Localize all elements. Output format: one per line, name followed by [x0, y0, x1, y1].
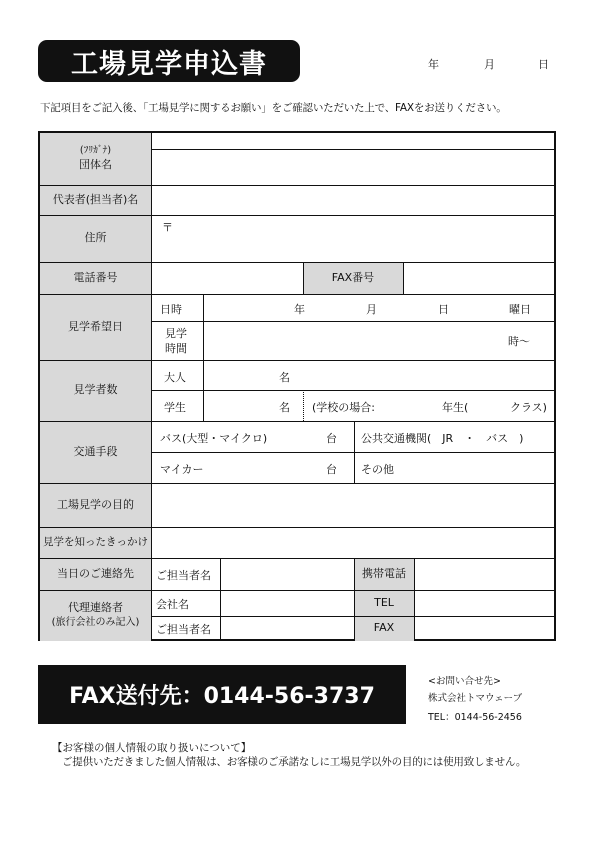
visitors-label: 見学者数 [40, 360, 151, 421]
fax-label: FAX番号 [303, 262, 403, 294]
bus-unit: 台 [326, 432, 337, 445]
date-month-label: 月 [484, 58, 495, 71]
date-year-label: 年 [428, 58, 439, 71]
agent-label [40, 590, 151, 641]
intro-text: 下記項目をご記入後、「工場見学に関するお願い」をご確認いただいた上で、FAXをお送りください。 [40, 102, 507, 114]
inquiry-company: 株式会社トマウェーブ [428, 693, 523, 704]
agent-fax-input[interactable] [415, 617, 556, 641]
form-title: 工場見学申込書 [38, 40, 300, 82]
visit-weekday-label: 曜日 [509, 303, 531, 316]
school-case-label: (学校の場合: [312, 401, 375, 414]
visit-time-suffix: 時～ [508, 335, 530, 348]
source-label: 見学を知ったきっかけ [40, 527, 151, 558]
agent-person-input[interactable] [221, 617, 354, 641]
class-label: クラス) [510, 401, 547, 414]
source-input[interactable] [152, 528, 556, 558]
student-label: 学生 [164, 401, 186, 414]
agent-company-label: 会社名 [156, 598, 189, 611]
grade-label: 年生( [442, 401, 469, 414]
agent-company-input[interactable] [221, 591, 354, 616]
privacy-title: 【お客様の個人情報の取り扱いについて】 [52, 742, 252, 754]
address-label: 住所 [40, 215, 151, 262]
fax-input[interactable] [404, 263, 556, 294]
day-contact-label: 当日のご連絡先 [40, 558, 151, 590]
visit-time-label-1: 見学 [165, 327, 187, 340]
transport-label: 交通手段 [40, 421, 151, 483]
adult-label: 大人 [164, 371, 186, 384]
representative-label: 代表者(担当者)名 [40, 185, 151, 215]
furigana-input[interactable] [152, 133, 556, 149]
agent-tel-input[interactable] [415, 591, 556, 616]
visit-time-label-2: 時間 [165, 342, 187, 355]
group-furigana-label: (ﾌﾘｶﾞﾅ) [79, 145, 112, 157]
privacy-body: ご提供いただきました個人情報は、お客様のご承諾なしに工場見学以外の目的には使用致しません。 [62, 756, 527, 768]
car-label: マイカー [160, 463, 204, 476]
adult-unit: 名 [279, 371, 290, 384]
other-transport-label: その他 [361, 463, 394, 476]
mobile-label: 携帯電話 [354, 558, 414, 590]
group-name-input[interactable] [152, 150, 556, 185]
visit-datetime-label: 日時 [160, 303, 182, 316]
agent-fax-label: FAX [354, 616, 414, 641]
day-contact-person-label: ご担当者名 [156, 569, 211, 582]
date-day-label: 日 [538, 58, 549, 71]
inquiry-tel: TEL：0144-56-2456 [428, 712, 522, 723]
group-name-header [40, 133, 151, 185]
public-transport-label: 公共交通機関( JR ・ バス ) [361, 432, 524, 445]
agent-person-label: ご担当者名 [156, 623, 211, 636]
phone-label: 電話番号 [40, 262, 151, 294]
purpose-label: 工場見学の目的 [40, 483, 151, 527]
address-input[interactable] [152, 216, 556, 262]
mobile-input[interactable] [415, 559, 556, 590]
postal-mark: 〒 [162, 221, 173, 234]
visit-date-label: 見学希望日 [40, 294, 151, 360]
visit-day-label: 日 [438, 303, 449, 316]
day-contact-person-input[interactable] [221, 559, 354, 590]
application-form [38, 131, 556, 641]
agent-label-line1: 代理連絡者 [68, 601, 123, 615]
purpose-input[interactable] [152, 484, 556, 527]
agent-tel-label: TEL [354, 590, 414, 616]
representative-input[interactable] [152, 186, 556, 215]
visit-month-label: 月 [366, 303, 377, 316]
bus-label: バス(大型・マイクロ) [160, 432, 268, 445]
phone-input[interactable] [152, 263, 303, 294]
car-unit: 台 [326, 463, 337, 476]
fax-destination-banner: FAX送付先：0144-56-3737 [38, 665, 406, 724]
inquiry-label: <お問い合せ先> [428, 676, 501, 687]
agent-label-line2: (旅行会社のみ記入) [51, 617, 140, 629]
group-name-label: 団体名 [79, 157, 112, 171]
student-unit: 名 [279, 401, 290, 414]
visit-year-label: 年 [294, 303, 305, 316]
